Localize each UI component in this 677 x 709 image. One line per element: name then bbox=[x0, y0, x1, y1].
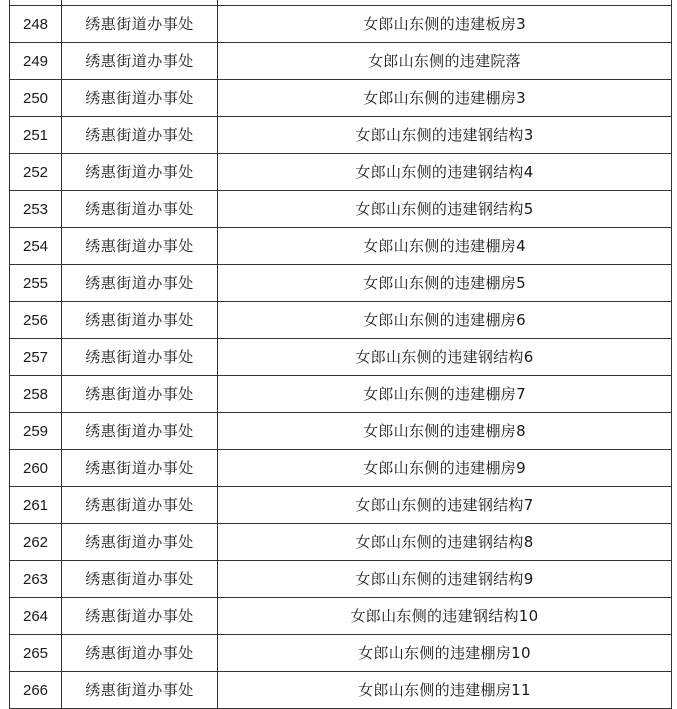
table-row bbox=[10, 450, 672, 487]
table-row bbox=[10, 672, 672, 709]
structure-name-cell: 女郎山东侧的违建棚房7 bbox=[218, 376, 672, 413]
structure-name-cell: 女郎山东侧的违建钢结构6 bbox=[218, 339, 672, 376]
table-row bbox=[10, 117, 672, 154]
structure-name-cell: 女郎山东侧的违建板房3 bbox=[218, 6, 672, 43]
structure-name-cell: 女郎山东侧的违建钢结构4 bbox=[218, 154, 672, 191]
structure-name-cell: 女郎山东侧的违建棚房5 bbox=[218, 265, 672, 302]
structure-name-cell: 女郎山东侧的违建院落 bbox=[218, 43, 672, 80]
row-number-cell: 249 bbox=[10, 43, 62, 80]
row-number-cell: 257 bbox=[10, 339, 62, 376]
row-number-cell: 263 bbox=[10, 561, 62, 598]
row-number-cell: 255 bbox=[10, 265, 62, 302]
office-cell: 绣惠街道办事处 bbox=[62, 635, 218, 672]
office-cell: 绣惠街道办事处 bbox=[62, 524, 218, 561]
office-cell: 绣惠街道办事处 bbox=[62, 80, 218, 117]
office-cell: 绣惠街道办事处 bbox=[62, 154, 218, 191]
office-cell: 绣惠街道办事处 bbox=[62, 43, 218, 80]
row-number-cell: 251 bbox=[10, 117, 62, 154]
table-row bbox=[10, 598, 672, 635]
structure-name-cell: 女郎山东侧的违建棚房10 bbox=[218, 635, 672, 672]
row-number-cell: 250 bbox=[10, 80, 62, 117]
office-cell: 绣惠街道办事处 bbox=[62, 672, 218, 709]
office-cell: 绣惠街道办事处 bbox=[62, 191, 218, 228]
office-cell: 绣惠街道办事处 bbox=[62, 450, 218, 487]
office-cell: 绣惠街道办事处 bbox=[62, 376, 218, 413]
structure-name-cell: 女郎山东侧的违建钢结构8 bbox=[218, 524, 672, 561]
structure-name-cell: 女郎山东侧的违建钢结构10 bbox=[218, 598, 672, 635]
table-row bbox=[10, 524, 672, 561]
office-cell: 绣惠街道办事处 bbox=[62, 598, 218, 635]
table-row bbox=[10, 191, 672, 228]
table-row bbox=[10, 228, 672, 265]
row-number-cell: 259 bbox=[10, 413, 62, 450]
row-number-cell: 265 bbox=[10, 635, 62, 672]
office-cell: 绣惠街道办事处 bbox=[62, 228, 218, 265]
table-row bbox=[10, 43, 672, 80]
office-cell: 绣惠街道办事处 bbox=[62, 413, 218, 450]
table-row bbox=[10, 487, 672, 524]
document-table-container bbox=[9, 0, 671, 709]
table-row bbox=[10, 154, 672, 191]
row-number-cell: 252 bbox=[10, 154, 62, 191]
structure-name-cell: 女郎山东侧的违建棚房3 bbox=[218, 80, 672, 117]
structure-name-cell: 女郎山东侧的违建棚房11 bbox=[218, 672, 672, 709]
table-row bbox=[10, 376, 672, 413]
row-number-cell: 262 bbox=[10, 524, 62, 561]
row-number-cell: 256 bbox=[10, 302, 62, 339]
row-number-cell: 264 bbox=[10, 598, 62, 635]
row-number-cell: 258 bbox=[10, 376, 62, 413]
violation-list-table bbox=[9, 0, 672, 709]
structure-name-cell: 女郎山东侧的违建棚房8 bbox=[218, 413, 672, 450]
structure-name-cell: 女郎山东侧的违建钢结构9 bbox=[218, 561, 672, 598]
table-row bbox=[10, 561, 672, 598]
office-cell: 绣惠街道办事处 bbox=[62, 265, 218, 302]
structure-name-cell: 女郎山东侧的违建钢结构3 bbox=[218, 117, 672, 154]
office-cell: 绣惠街道办事处 bbox=[62, 561, 218, 598]
office-cell: 绣惠街道办事处 bbox=[62, 487, 218, 524]
structure-name-cell: 女郎山东侧的违建钢结构5 bbox=[218, 191, 672, 228]
office-cell: 绣惠街道办事处 bbox=[62, 6, 218, 43]
row-number-cell: 266 bbox=[10, 672, 62, 709]
table-row bbox=[10, 6, 672, 43]
row-number-cell: 260 bbox=[10, 450, 62, 487]
row-number-cell: 254 bbox=[10, 228, 62, 265]
structure-name-cell: 女郎山东侧的违建棚房9 bbox=[218, 450, 672, 487]
office-cell: 绣惠街道办事处 bbox=[62, 302, 218, 339]
row-number-cell: 261 bbox=[10, 487, 62, 524]
structure-name-cell: 女郎山东侧的违建棚房6 bbox=[218, 302, 672, 339]
table-row bbox=[10, 302, 672, 339]
row-number-cell: 253 bbox=[10, 191, 62, 228]
table-row bbox=[10, 265, 672, 302]
structure-name-cell: 女郎山东侧的违建钢结构7 bbox=[218, 487, 672, 524]
table-row bbox=[10, 635, 672, 672]
table-body bbox=[10, 0, 672, 709]
table-row bbox=[10, 339, 672, 376]
table-row bbox=[10, 80, 672, 117]
office-cell: 绣惠街道办事处 bbox=[62, 339, 218, 376]
structure-name-cell: 女郎山东侧的违建棚房4 bbox=[218, 228, 672, 265]
row-number-cell: 248 bbox=[10, 6, 62, 43]
office-cell: 绣惠街道办事处 bbox=[62, 117, 218, 154]
table-row bbox=[10, 413, 672, 450]
